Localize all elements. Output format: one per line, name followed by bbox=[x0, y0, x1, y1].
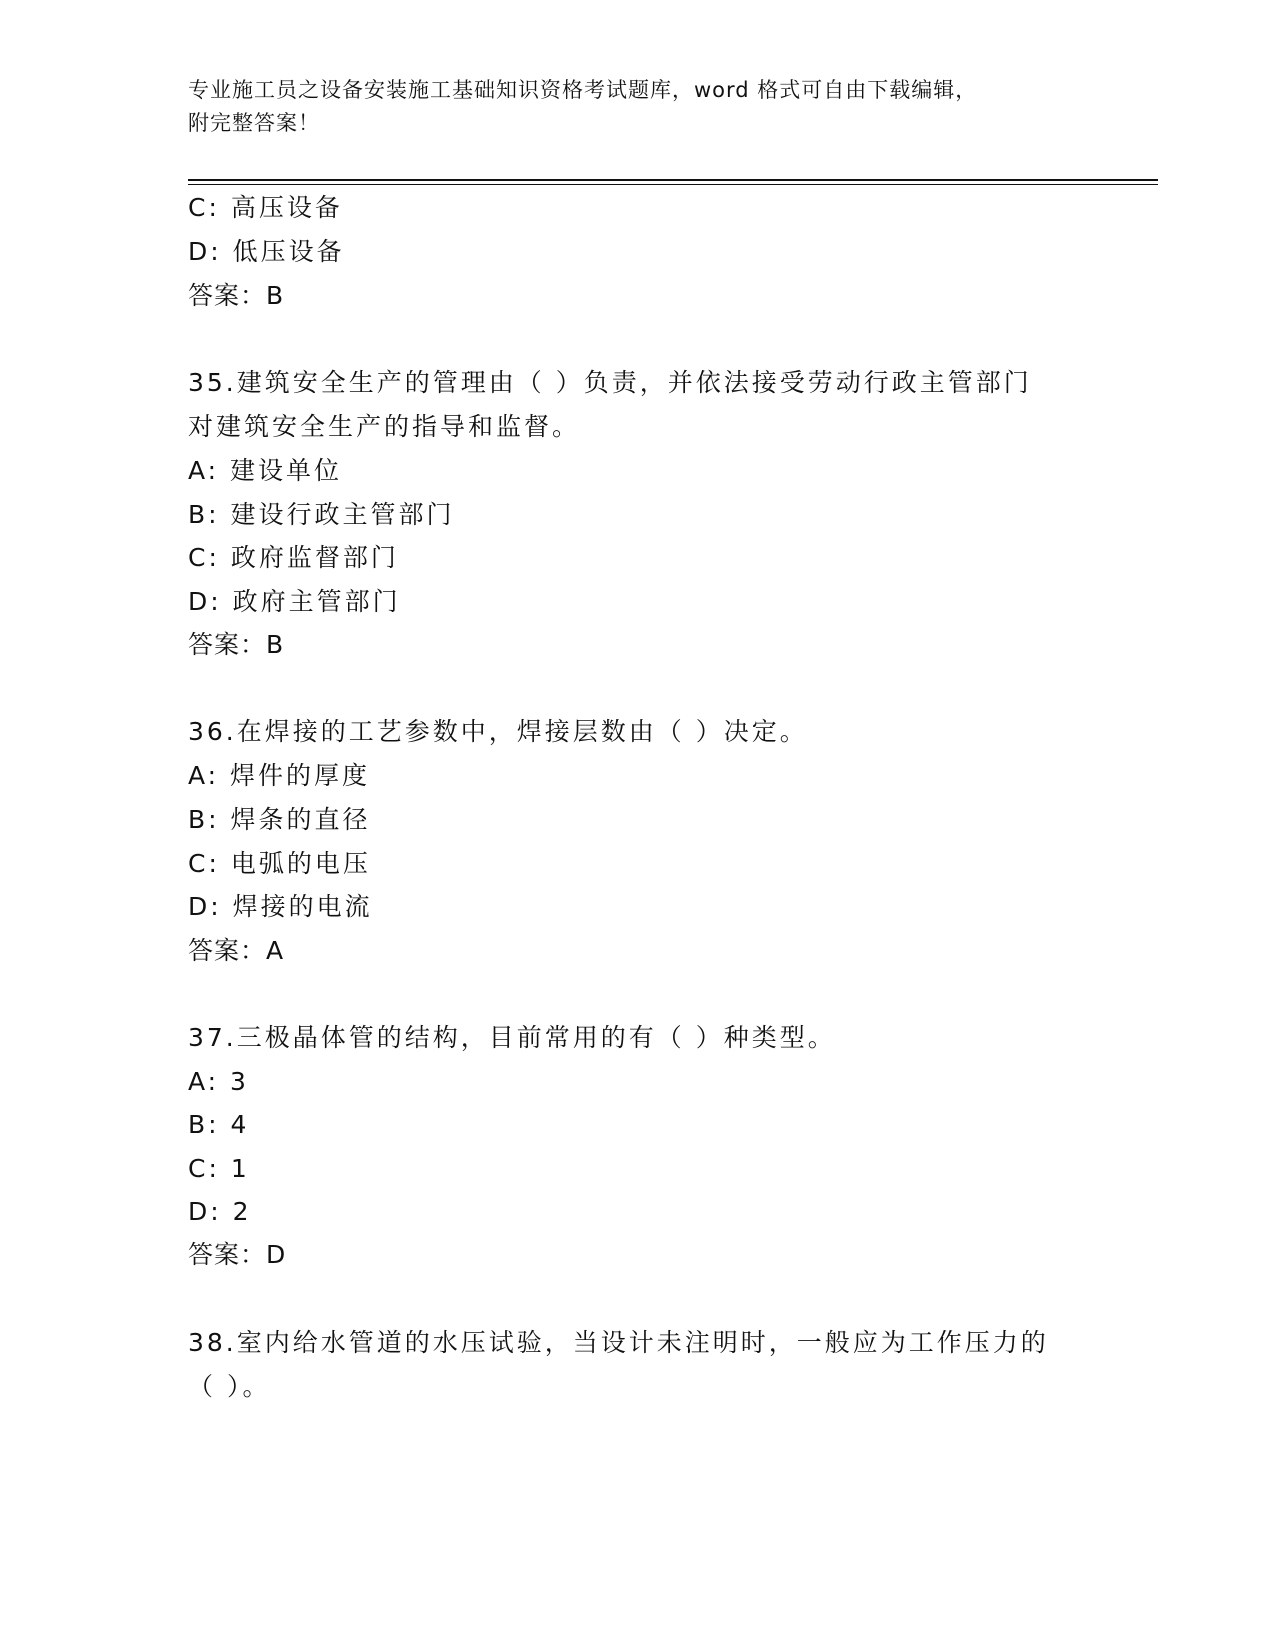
q37-option-d: D: 2 bbox=[188, 1197, 252, 1226]
q35-stem-line-1: 35.建筑安全生产的管理由（ ）负责，并依法接受劳动行政主管部门 bbox=[188, 368, 1032, 397]
header-divider-thick bbox=[188, 179, 1158, 181]
header-divider-thin bbox=[188, 184, 1158, 185]
q36-answer: 答案：A bbox=[188, 936, 285, 965]
q37-option-c: C: 1 bbox=[188, 1154, 250, 1183]
q34-option-c: C: 高压设备 bbox=[188, 193, 343, 222]
q35-option-b: B: 建设行政主管部门 bbox=[188, 500, 455, 529]
header-line-1: 专业施工员之设备安装施工基础知识资格考试题库，word 格式可自由下载编辑， bbox=[188, 78, 978, 102]
q37-stem: 37.三极晶体管的结构，目前常用的有（ ）种类型。 bbox=[188, 1023, 836, 1052]
q37-option-a: A: 3 bbox=[188, 1067, 249, 1096]
header-line-2: 附完整答案！ bbox=[188, 111, 320, 135]
q35-option-a: A: 建设单位 bbox=[188, 456, 343, 485]
document-header bbox=[188, 74, 1088, 140]
q34-answer: 答案：B bbox=[188, 281, 285, 310]
q37-option-b: B: 4 bbox=[188, 1110, 250, 1139]
q36-option-d: D: 焊接的电流 bbox=[188, 892, 373, 921]
q37-answer: 答案：D bbox=[188, 1240, 287, 1269]
q36-option-a: A: 焊件的厚度 bbox=[188, 761, 371, 790]
q36-stem: 36.在焊接的工艺参数中，焊接层数由（ ）决定。 bbox=[188, 717, 808, 746]
q35-option-d: D: 政府主管部门 bbox=[188, 587, 401, 616]
q34-option-d: D: 低压设备 bbox=[188, 237, 345, 266]
q36-option-b: B: 焊条的直径 bbox=[188, 805, 371, 834]
q35-stem-line-2: 对建筑安全生产的指导和监督。 bbox=[188, 412, 581, 441]
q35-answer: 答案：B bbox=[188, 630, 285, 659]
q38-stem-line-2: （ ）。 bbox=[188, 1372, 271, 1401]
q35-option-c: C: 政府监督部门 bbox=[188, 543, 399, 572]
q38-stem-line-1: 38.室内给水管道的水压试验，当设计未注明时，一般应为工作压力的 bbox=[188, 1328, 1049, 1357]
q36-option-c: C: 电弧的电压 bbox=[188, 849, 371, 878]
